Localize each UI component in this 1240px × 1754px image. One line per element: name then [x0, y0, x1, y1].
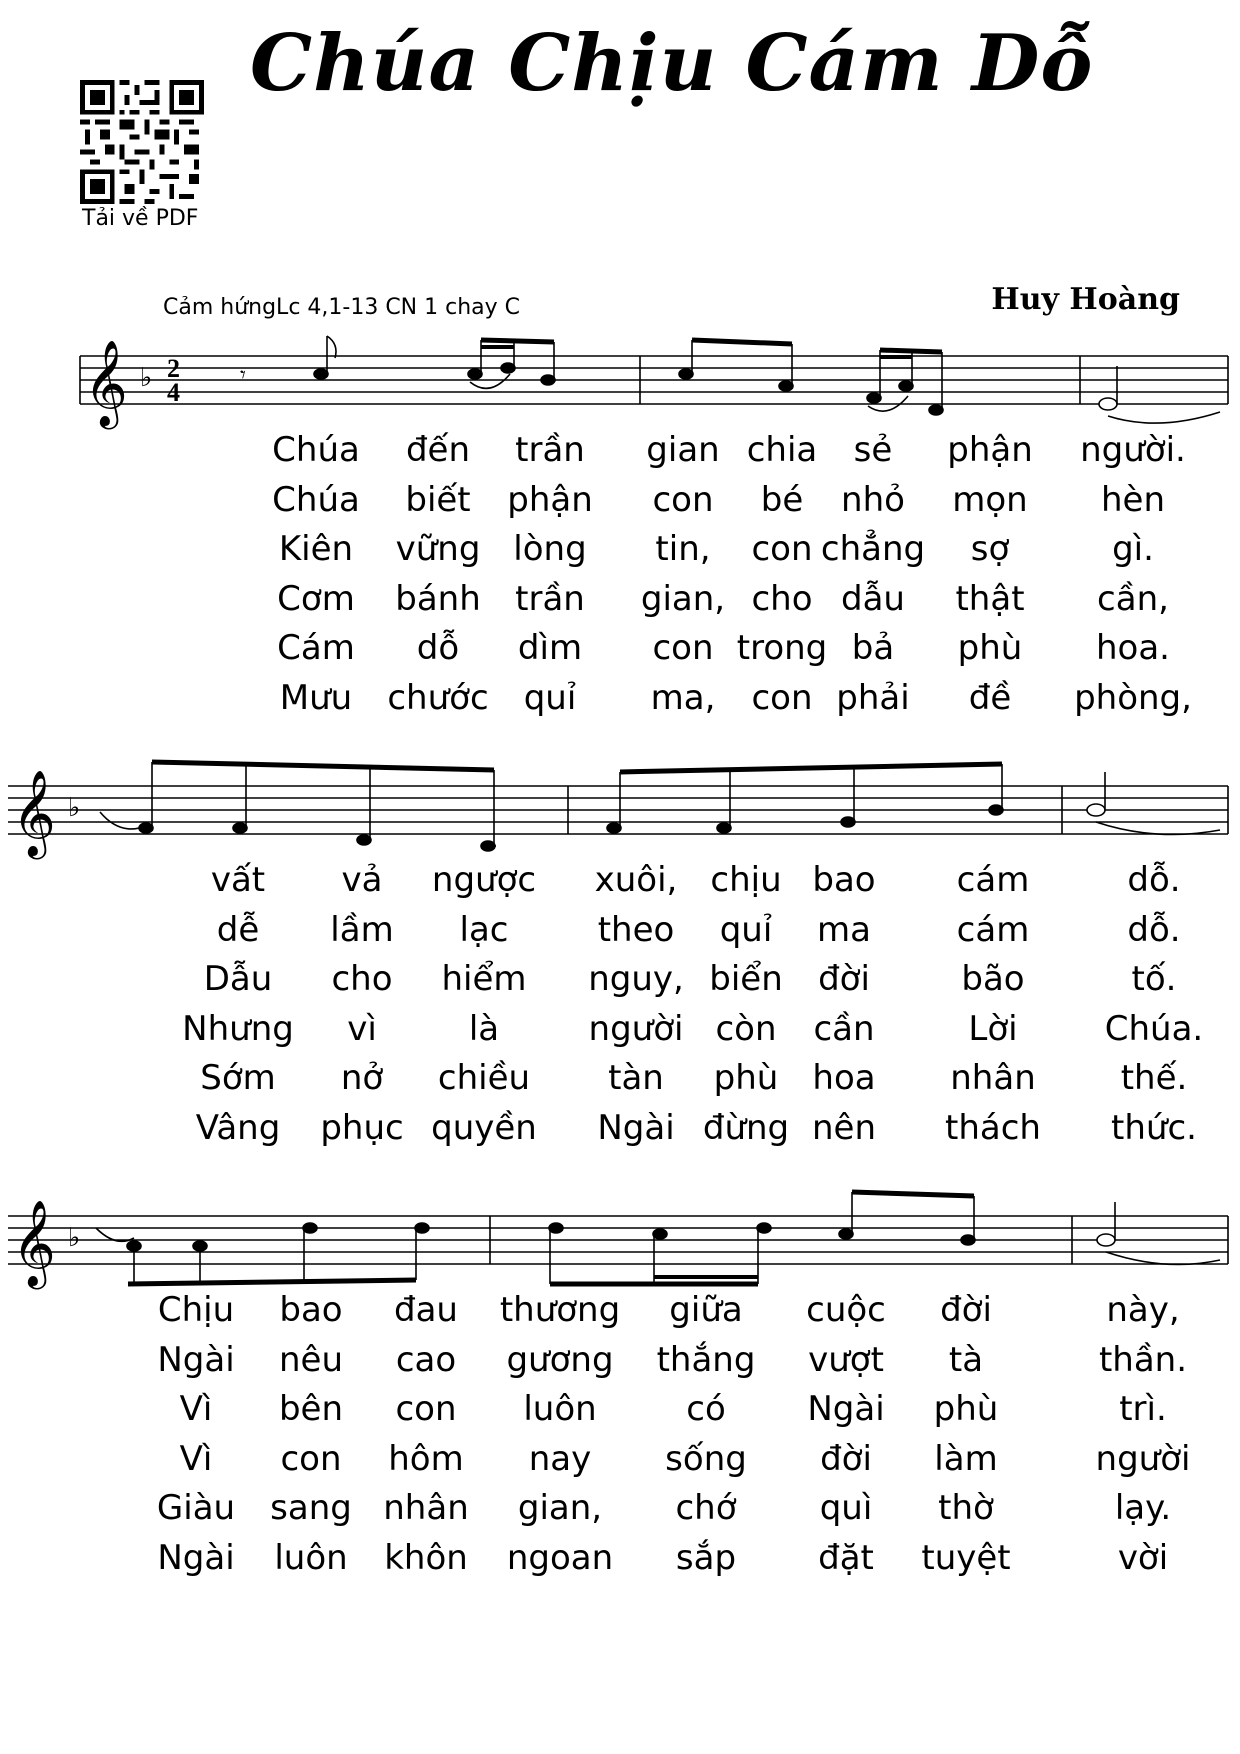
lyric-word: gì. — [1112, 529, 1154, 569]
lyric-word: dỗ. — [1127, 860, 1181, 900]
lyric-word: người. — [1080, 430, 1186, 470]
lyric-word: vì — [347, 1008, 377, 1049]
lyric-word: con — [280, 1438, 342, 1479]
lyric-word: trì. — [1119, 1389, 1167, 1429]
lyric-word: chớ — [675, 1488, 737, 1528]
lyric-word: ma — [817, 909, 871, 950]
lyric-word: đời — [940, 1290, 992, 1330]
lyric-word: bão — [961, 959, 1025, 999]
lyric-word: phù — [713, 1058, 779, 1098]
lyric-word: quỉ — [719, 909, 773, 950]
lyric-word: lạc — [459, 909, 509, 950]
lyric-word: sống — [665, 1438, 747, 1479]
lyric-word: phải — [836, 677, 910, 718]
lyric-word: sắp — [675, 1537, 737, 1578]
lyric-word: Lời — [968, 1008, 1018, 1049]
lyric-word: thờ — [938, 1488, 994, 1528]
treble-clef-icon: 𝄞 — [12, 1200, 56, 1286]
lyric-word: chiều — [437, 1058, 531, 1098]
lyric-word: tàn — [608, 1058, 664, 1098]
lyric-word: cần, — [1097, 578, 1169, 619]
scripture-reference: Cảm hứngLc 4,1-13 CN 1 chay C — [163, 295, 521, 320]
lyric-word: Mưu — [279, 677, 353, 718]
time-signature-top: 2 — [167, 354, 180, 383]
lyric-word: Cơm — [277, 578, 355, 619]
notes-system-3 — [96, 1192, 1220, 1284]
lyric-word: Ngài — [157, 1537, 235, 1578]
lyric-word: Vâng — [195, 1107, 281, 1148]
lyric-word: theo — [597, 909, 675, 950]
lyric-word: lầm — [330, 909, 394, 950]
lyric-word: tố. — [1131, 959, 1177, 999]
lyric-word: gian — [646, 430, 720, 470]
lyric-word: giữa — [669, 1290, 743, 1330]
lyric-word: Nhưng — [182, 1008, 294, 1049]
lyric-word: là — [468, 1008, 500, 1049]
lyric-word: con — [751, 529, 813, 569]
lyric-word: thần. — [1098, 1339, 1188, 1380]
lyric-word: bả — [851, 628, 895, 668]
lyric-word: thế. — [1120, 1058, 1188, 1098]
lyric-word: dễ — [216, 909, 260, 950]
notes-system-2 — [100, 762, 1220, 851]
lyric-word: ngược — [431, 860, 537, 900]
lyric-word: trần — [515, 430, 585, 470]
treble-clef-icon: 𝄞 — [12, 770, 56, 856]
lyric-word: đau — [394, 1290, 458, 1330]
lyric-word: chia — [746, 430, 818, 470]
eighth-rest-icon: 𝄾 — [240, 362, 246, 387]
lyric-word: gian, — [640, 578, 726, 619]
lyric-word: vời — [1117, 1537, 1169, 1578]
lyric-word: cho — [751, 578, 813, 619]
lyric-word: bé — [760, 479, 804, 520]
lyric-word: ma, — [650, 677, 716, 718]
lyric-word: đề — [968, 677, 1012, 718]
lyric-word: tà — [948, 1339, 984, 1380]
lyric-word: Vì — [179, 1389, 213, 1429]
lyric-word: thật — [955, 578, 1025, 619]
lyric-word: chước — [387, 677, 489, 718]
lyric-word: bánh — [395, 578, 481, 619]
lyric-word: gian, — [517, 1488, 603, 1528]
flat-sign-icon: ♭ — [68, 793, 81, 823]
lyric-word: cám — [956, 860, 1030, 900]
lyric-word: dẫu — [841, 578, 905, 619]
lyric-word: hoa — [812, 1058, 876, 1098]
lyric-word: người — [588, 1008, 684, 1049]
lyric-word: thức. — [1111, 1107, 1197, 1148]
lyric-word: Sớm — [200, 1058, 276, 1098]
lyric-word: nhỏ — [841, 479, 905, 520]
lyric-word: Ngài — [807, 1389, 885, 1429]
lyric-word: vả — [341, 860, 383, 900]
lyric-word: phù — [933, 1389, 999, 1429]
music-staff-3 — [0, 1180, 1240, 1290]
lyric-word: luôn — [523, 1389, 597, 1429]
qr-code-icon[interactable] — [80, 80, 204, 204]
lyric-word: hôm — [388, 1438, 464, 1479]
lyric-word: Chúa — [272, 430, 360, 470]
lyric-word: hiểm — [441, 959, 527, 999]
lyric-word: gương — [506, 1339, 614, 1380]
lyric-word: trần — [515, 578, 585, 619]
lyric-word: Cám — [277, 628, 355, 668]
lyric-word: nhân — [383, 1488, 469, 1528]
lyric-word: con — [395, 1389, 457, 1429]
lyric-word: luôn — [274, 1537, 348, 1578]
lyric-word: tin, — [655, 529, 711, 569]
lyric-word: sẻ — [853, 430, 893, 470]
lyric-word: cho — [331, 959, 393, 999]
lyric-word: lạy. — [1114, 1488, 1172, 1528]
lyric-word: quì — [819, 1488, 873, 1528]
lyric-word: đặt — [818, 1537, 874, 1578]
lyric-word: xuôi, — [594, 860, 678, 900]
time-signature-bottom: 4 — [167, 378, 180, 407]
lyric-word: con — [751, 677, 813, 718]
lyric-word: vượt — [808, 1339, 884, 1380]
lyric-word: Giàu — [156, 1488, 236, 1528]
lyric-word: thách — [945, 1107, 1041, 1148]
lyric-word: bao — [812, 860, 876, 900]
lyric-word: người — [1095, 1438, 1191, 1479]
lyric-word: lòng — [513, 529, 587, 569]
lyric-word: biển — [709, 959, 783, 999]
song-title: Chúa Chịu Cám Dỗ — [250, 18, 1094, 109]
lyric-word: Chúa. — [1104, 1008, 1204, 1049]
lyric-word: chịu — [710, 860, 782, 900]
lyric-word: phận — [507, 479, 593, 520]
lyric-word: con — [652, 479, 714, 520]
lyric-word: phù — [957, 628, 1023, 668]
lyric-word: dỗ. — [1127, 909, 1181, 950]
lyric-word: đến — [405, 430, 471, 470]
lyric-word: Ngài — [597, 1107, 675, 1148]
lyric-word: nên — [811, 1107, 877, 1148]
lyric-word: tuyệt — [921, 1537, 1011, 1578]
lyric-word: đời — [818, 959, 870, 999]
lyric-word: mọn — [952, 479, 1028, 520]
lyric-word: ngoan — [506, 1537, 614, 1578]
lyric-word: đừng — [702, 1107, 790, 1148]
lyric-word: sợ — [970, 529, 1010, 569]
lyric-word: nở — [340, 1058, 384, 1098]
lyric-word: dìm — [517, 628, 583, 668]
lyric-word: phục — [320, 1107, 404, 1148]
lyric-word: có — [686, 1389, 726, 1429]
composer-name: Huy Hoàng — [991, 282, 1180, 317]
lyric-word: quỉ — [523, 677, 577, 718]
flat-sign-icon: ♭ — [140, 363, 153, 393]
lyric-word: hèn — [1100, 479, 1166, 520]
lyric-word: thắng — [656, 1339, 756, 1380]
lyric-word: bên — [278, 1389, 344, 1429]
music-staff-2 — [0, 750, 1240, 860]
lyric-word: Dẫu — [203, 959, 273, 999]
lyric-word: cần — [813, 1008, 875, 1049]
lyric-word: biết — [405, 479, 471, 520]
lyric-word: Kiên — [278, 529, 354, 569]
lyric-word: phòng, — [1074, 677, 1192, 718]
lyric-word: nhân — [950, 1058, 1036, 1098]
lyric-word: cao — [395, 1339, 457, 1380]
music-staff-1 — [0, 320, 1240, 430]
lyric-word: vững — [395, 529, 481, 569]
lyric-word: nêu — [278, 1339, 344, 1380]
lyric-word: đời — [820, 1438, 872, 1479]
lyric-word: nguy, — [588, 959, 684, 999]
lyric-word: còn — [715, 1008, 777, 1049]
lyric-word: sang — [270, 1488, 352, 1528]
lyric-word: làm — [934, 1438, 998, 1479]
lyric-word: bao — [279, 1290, 343, 1330]
lyric-word: dỗ — [416, 628, 460, 668]
lyric-word: Chịu — [157, 1290, 235, 1330]
lyric-word: nay — [528, 1438, 592, 1479]
flat-sign-icon: ♭ — [68, 1223, 81, 1253]
lyric-word: chẳng — [820, 529, 926, 569]
lyric-word: phận — [947, 430, 1033, 470]
lyric-word: hoa. — [1096, 628, 1170, 668]
lyric-word: thương — [499, 1290, 621, 1330]
lyric-word: vất — [210, 860, 266, 900]
lyric-word: Vì — [179, 1438, 213, 1479]
lyric-word: này, — [1106, 1290, 1180, 1330]
lyrics-system-1 — [0, 430, 1240, 480]
lyric-word: trong — [736, 628, 828, 668]
lyric-word: cuộc — [806, 1290, 886, 1330]
lyric-word: quyền — [431, 1107, 537, 1148]
qr-caption[interactable]: Tải về PDF — [82, 206, 199, 231]
lyric-word: Ngài — [157, 1339, 235, 1380]
lyric-word: cám — [956, 909, 1030, 950]
lyric-word: Chúa — [272, 479, 360, 520]
treble-clef-icon: 𝄞 — [84, 340, 128, 426]
lyric-word: khôn — [384, 1537, 468, 1578]
lyric-word: con — [652, 628, 714, 668]
